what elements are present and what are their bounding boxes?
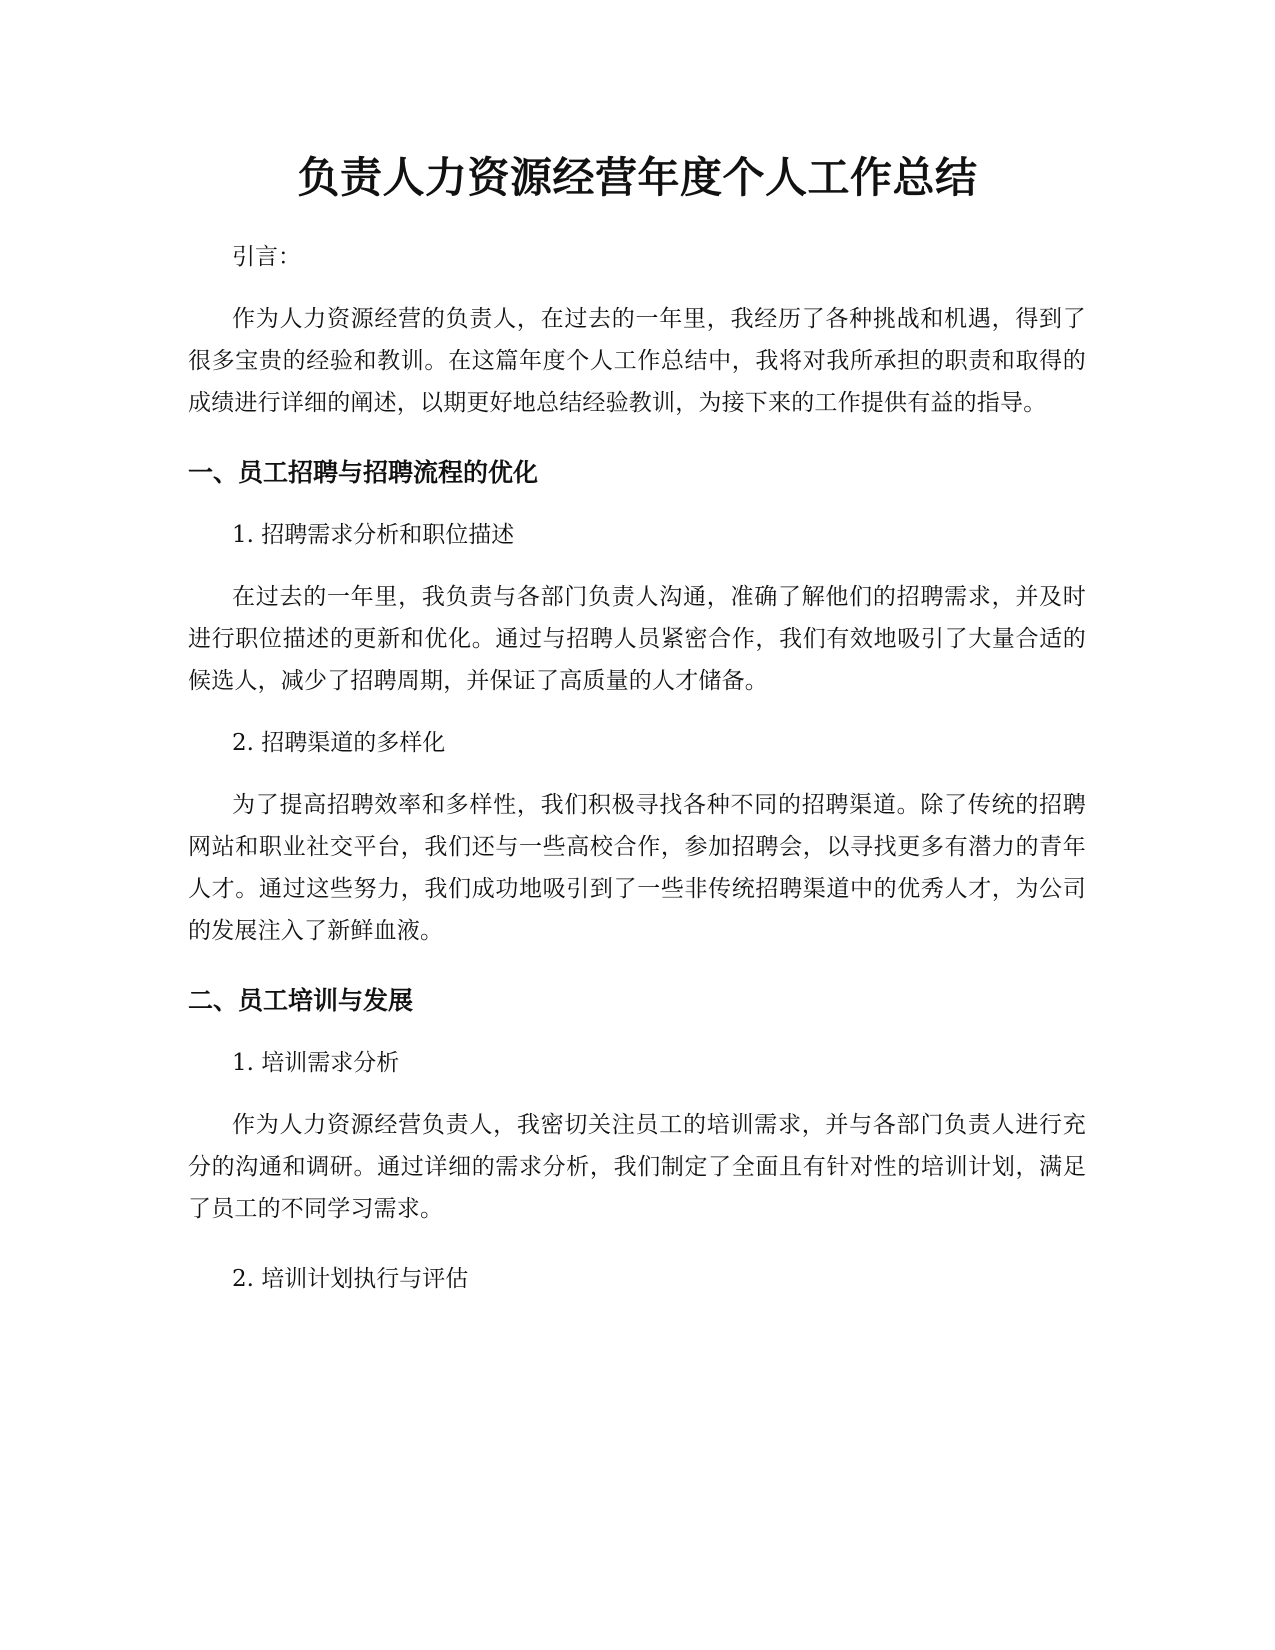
document-title: 负责人力资源经营年度个人工作总结 (297, 153, 978, 202)
spacer (188, 556, 1086, 576)
paragraph-1-2: 为了提高招聘效率和多样性，我们积极寻找各种不同的招聘渠道。除了传统的招聘网站和职业社交平台，我们还与一些高校合作，参加招聘会，以寻找更多有潜力的青年人才。通过这些努力，我们成功地吸引到了一些非传统招聘渠道中的优秀人才，为公司的发展注入了新鲜血液。 (188, 792, 1086, 944)
spacer (188, 424, 1086, 452)
spacer (188, 278, 1086, 298)
spacer (188, 1022, 1086, 1042)
paragraph-1-1: 在过去的一年里，我负责与各部门负责人沟通，准确了解他们的招聘需求，并及时进行职位描述的更新和优化。通过与招聘人员紧密合作，我们有效地吸引了大量合适的候选人，减少了招聘周期，并保证了高质量的人才储备。 (188, 584, 1086, 694)
spacer (188, 952, 1086, 980)
document-body (188, 236, 1086, 1300)
subheading-2-1: 1. 培训需求分析 (232, 1050, 400, 1076)
subheading-2-2: 2. 培训计划执行与评估 (232, 1266, 469, 1292)
spacer (188, 1084, 1086, 1104)
section-heading-1: 一、员工招聘与招聘流程的优化 (188, 458, 539, 487)
subheading-1-1: 1. 招聘需求分析和职位描述 (232, 522, 515, 548)
spacer (188, 494, 1086, 514)
paragraph-2-1: 作为人力资源经营负责人，我密切关注员工的培训需求，并与各部门负责人进行充分的沟通和调研。通过详细的需求分析，我们制定了全面且有针对性的培训计划，满足了员工的不同学习需求。 (188, 1112, 1086, 1222)
section-heading-2: 二、员工培训与发展 (188, 986, 414, 1015)
intro-paragraph: 作为人力资源经营的负责人，在过去的一年里，我经历了各种挑战和机遇，得到了很多宝贵的经验和教训。在这篇年度个人工作总结中，我将对我所承担的职责和取得的成绩进行详细的阐述，以期更好地总结经验教训，为接下来的工作提供有益的指导。 (188, 306, 1086, 416)
spacer (188, 1230, 1086, 1258)
spacer (188, 764, 1086, 784)
subheading-1-2: 2. 招聘渠道的多样化 (232, 730, 446, 756)
spacer (188, 702, 1086, 722)
intro-label: 引言： (232, 244, 301, 270)
